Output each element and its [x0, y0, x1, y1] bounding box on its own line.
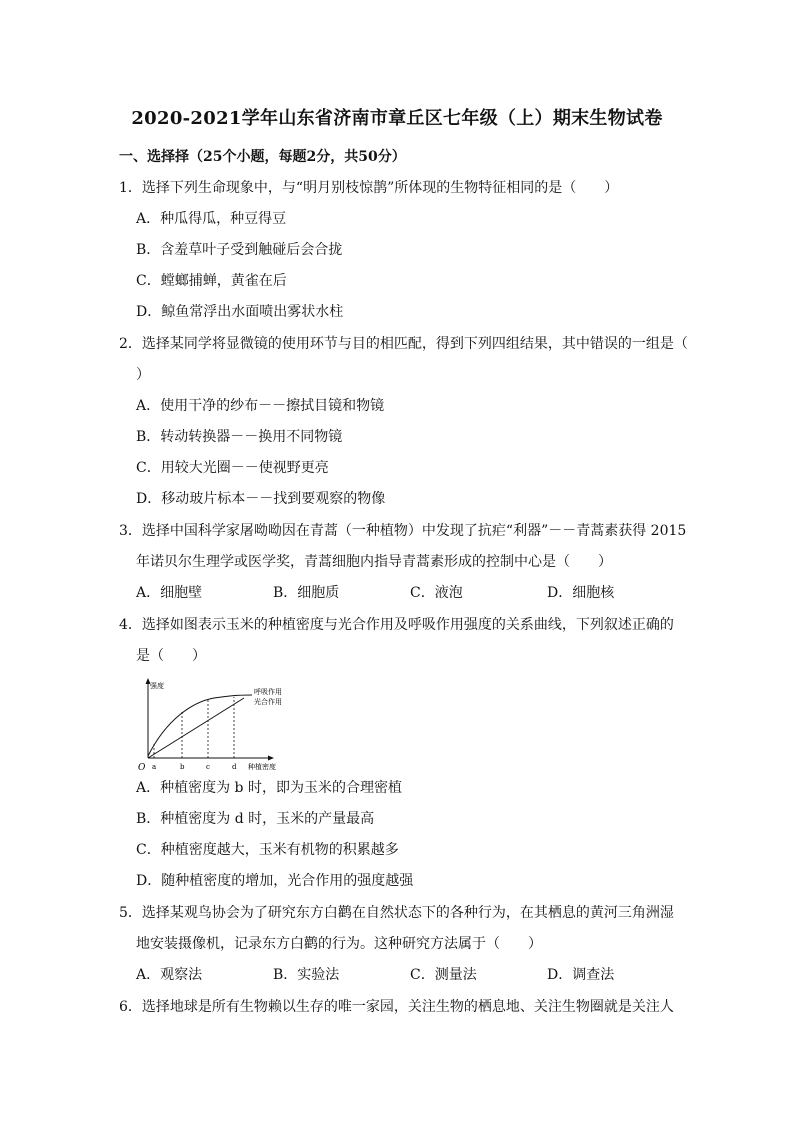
- question-4-stem-cont: 是（ ）: [136, 648, 206, 664]
- question-3-option-b: B．细胞质: [273, 585, 340, 601]
- tick-b: b: [180, 763, 185, 771]
- tick-c: c: [206, 763, 210, 771]
- origin-label: O: [138, 763, 146, 773]
- question-5-option-b: B．实验法: [273, 967, 340, 983]
- tick-a: a: [152, 763, 157, 771]
- question-5-options: [136, 965, 684, 985]
- question-2-stem-cont: ）: [136, 367, 150, 383]
- legend-photosynthesis: 光合作用: [254, 698, 282, 706]
- question-1-option-c: C．螳螂捕蝉，黄雀在后: [136, 273, 287, 289]
- question-2-option-c: C．用较大光圈－－使视野更亮: [136, 460, 329, 476]
- question-2-stem: 2．选择某同学将显微镜的使用环节与目的相匹配，得到下列四组结果，其中错误的一组是（: [119, 336, 688, 352]
- question-2-option-b: B．转动转换器－－换用不同物镜: [136, 429, 343, 445]
- question-3-option-c: C．液泡: [410, 585, 463, 601]
- tick-d: d: [232, 763, 237, 771]
- respiration-curve: [148, 698, 244, 758]
- y-axis-label: 强度: [150, 682, 164, 690]
- question-5-option-d: D．调查法: [547, 967, 615, 983]
- question-1-option-a: A．种瓜得瓜，种豆得豆: [136, 211, 287, 227]
- question-5-option-a: A．观察法: [136, 967, 203, 983]
- question-4-option-c: C．种植密度越大，玉米有机物的积累越多: [136, 842, 399, 858]
- question-2-option-d: D．移动玻片标本－－找到要观察的物像: [136, 491, 386, 507]
- question-1-option-d: D．鲸鱼常浮出水面喷出雾状水柱: [136, 304, 344, 320]
- question-4-option-d: D．随种植密度的增加，光合作用的强度越强: [136, 873, 414, 889]
- question-4-stem: 4．选择如图表示玉米的种植密度与光合作用及呼吸作用强度的关系曲线，下列叙述正确的: [119, 617, 674, 633]
- question-1-stem: 1．选择下列生命现象中，与“明月别枝惊鹊”所体现的生物特征相同的是（ ）: [119, 180, 619, 196]
- section-heading: 一、选择择（25个小题，每题2分，共50分）: [119, 149, 406, 165]
- question-3-options: [136, 583, 684, 603]
- question-6-stem: 6．选择地球是所有生物赖以生存的唯一家园，关注生物的栖息地、关注生物圈就是关注人: [119, 999, 674, 1015]
- page-title: 2020-2021学年山东省济南市章丘区七年级（上）期末生物试卷: [131, 108, 663, 129]
- question-3-option-d: D．细胞核: [547, 585, 615, 601]
- question-4-option-b: B．种植密度为 d 时，玉米的产量最高: [136, 811, 375, 827]
- legend-respiration: 呼吸作用: [254, 688, 282, 696]
- x-axis-arrow: [268, 756, 274, 761]
- question-2-option-a: A．使用干净的纱布－－擦拭目镜和物镜: [136, 398, 385, 414]
- question-5-option-c: C．测量法: [410, 967, 477, 983]
- question-4-option-a: A．种植密度为 b 时，即为玉米的合理密植: [136, 780, 402, 796]
- question-1-option-b: B．含羞草叶子受到触碰后会合拢: [136, 242, 343, 258]
- question-3-stem: 3．选择中国科学家屠呦呦因在青蒿（一种植物）中发现了抗疟“利器”－－青蒿素获得 2015: [119, 523, 687, 539]
- question-5-stem: 5．选择某观鸟协会为了研究东方白鹳在自然状态下的各种行为，在其栖息的黄河三角洲湿: [119, 905, 674, 921]
- density-intensity-figure: [136, 676, 296, 774]
- question-3-stem-cont: 年诺贝尔生理学或医学奖，青蒿细胞内指导青蒿素形成的控制中心是（ ）: [136, 554, 612, 570]
- x-axis-label: 种植密度: [248, 763, 276, 771]
- question-3-option-a: A．细胞壁: [136, 585, 203, 601]
- question-5-stem-cont: 地安装摄像机，记录东方白鹳的行为。这种研究方法属于（ ）: [136, 936, 542, 952]
